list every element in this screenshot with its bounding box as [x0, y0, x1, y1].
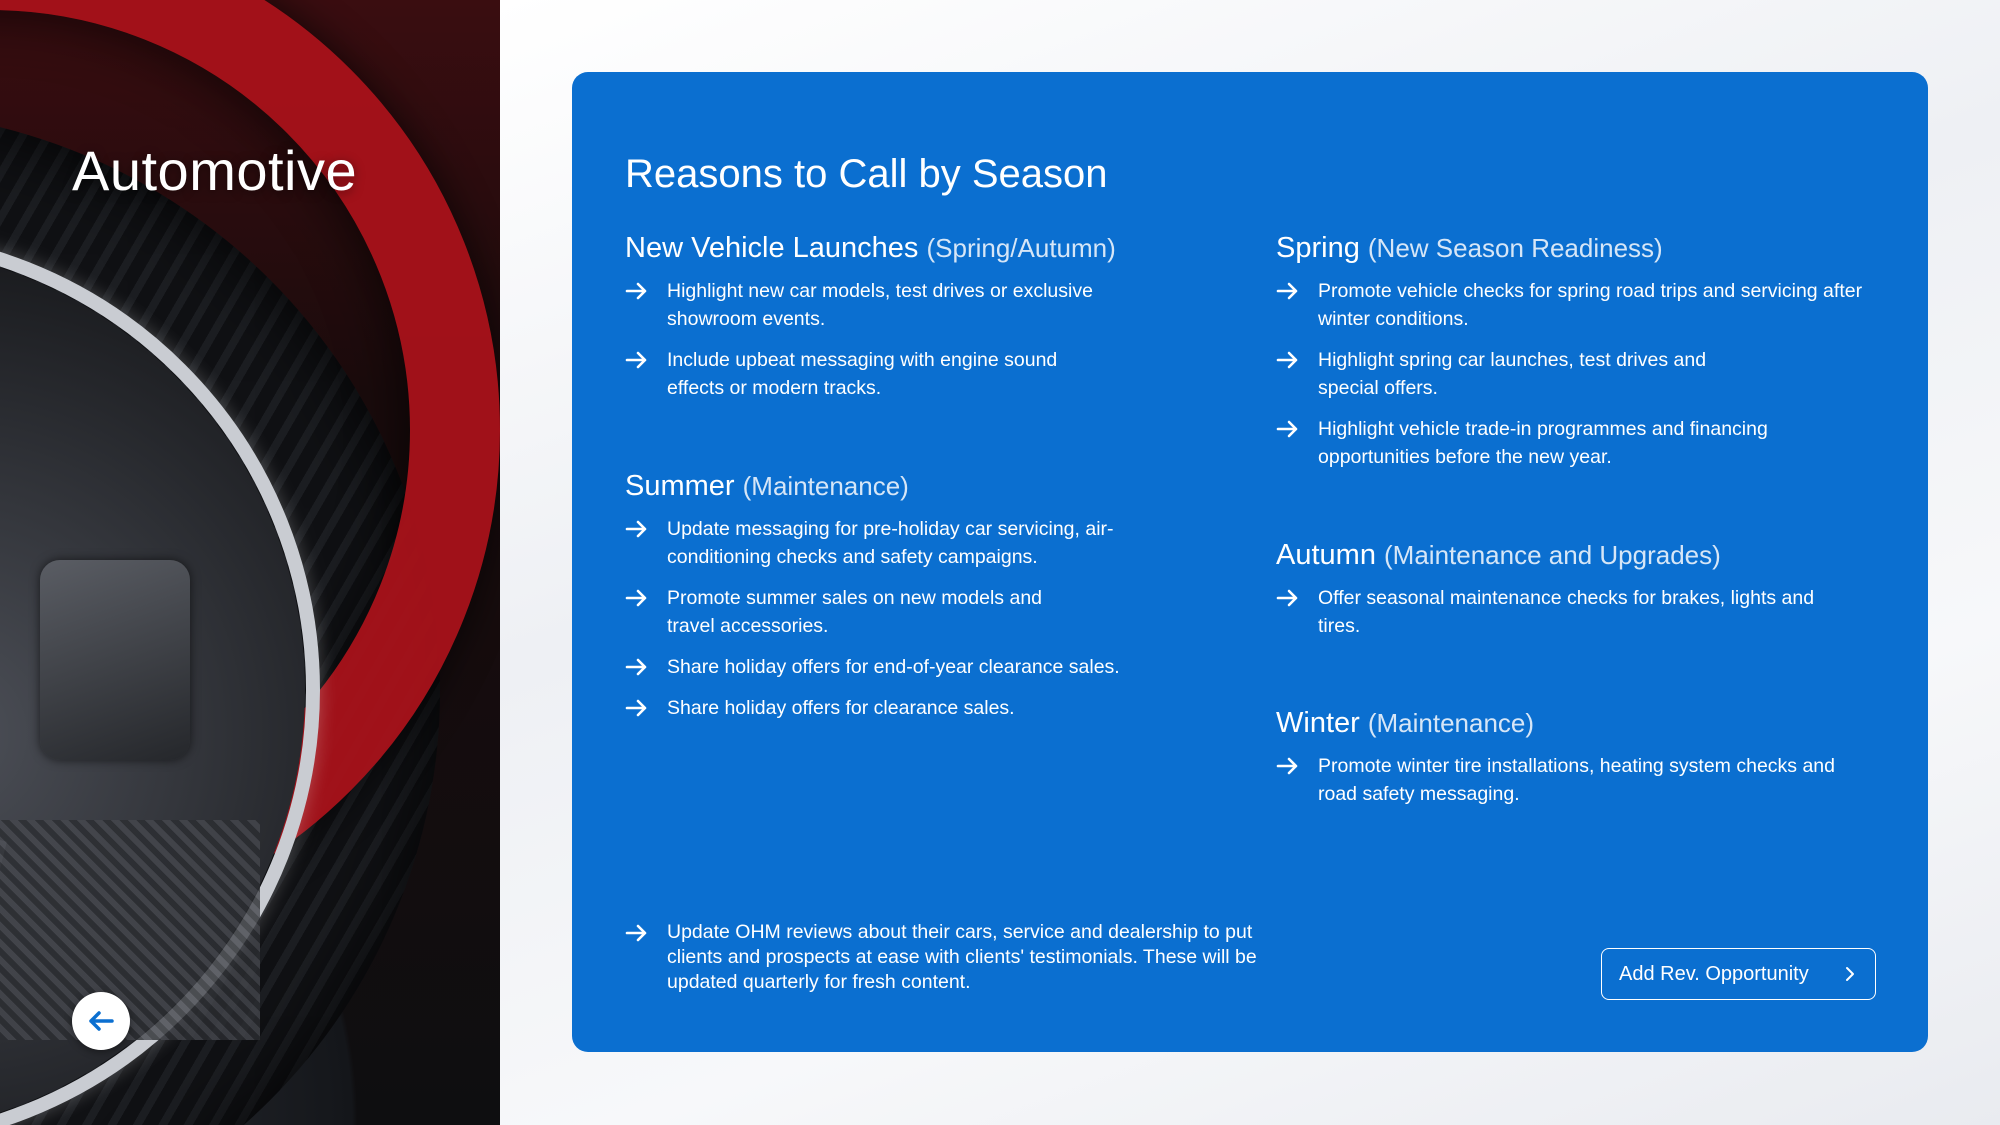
- carbon-fiber-image: [0, 820, 260, 1040]
- bullet-text: Highlight new car models, test drives or exclusive showroom events.: [667, 280, 1093, 330]
- section-heading: [1276, 232, 1896, 265]
- arrow-right-icon: [1276, 589, 1300, 607]
- section-title: New Vehicle Launches: [625, 232, 919, 264]
- list-item: [625, 653, 1225, 681]
- arrow-right-icon: [1276, 757, 1300, 775]
- page-title: Automotive: [72, 139, 358, 202]
- list-item: [625, 346, 1225, 402]
- card-title: Reasons to Call by Season: [625, 152, 1108, 196]
- arrow-right-icon: [625, 699, 649, 717]
- section-heading: [625, 232, 1225, 265]
- section-subtitle: (Maintenance and Upgrades): [1384, 540, 1721, 570]
- bullet-text: Offer seasonal maintenance checks for brakes, lights and tires.: [1318, 587, 1815, 637]
- section-title: Spring: [1276, 232, 1360, 264]
- bullet-list: [1276, 277, 1896, 471]
- section-winter: [1276, 707, 1896, 821]
- bullet-text: Share holiday offers for end-of-year clearance sales.: [667, 656, 1120, 678]
- section-subtitle: (Maintenance): [742, 471, 909, 501]
- arrow-right-icon: [625, 520, 649, 538]
- brake-caliper-image: [40, 560, 190, 760]
- bullet-list: [625, 515, 1225, 722]
- list-item: [1276, 415, 1896, 471]
- section-summer: [625, 470, 1225, 735]
- arrow-right-icon: [625, 351, 649, 369]
- add-rev-opportunity-button[interactable]: [1601, 948, 1876, 1000]
- bullet-list: [1276, 752, 1896, 808]
- arrow-right-icon: [1276, 351, 1300, 369]
- section-spring: [1276, 232, 1896, 484]
- arrow-right-icon: [1276, 282, 1300, 300]
- section-title: Winter: [1276, 707, 1360, 739]
- list-item: [1276, 277, 1896, 333]
- bullet-text: Highlight spring car launches, test drives and special offers.: [1318, 349, 1707, 399]
- bullet-text: Promote summer sales on new models and travel accessories.: [667, 587, 1043, 637]
- list-item: [625, 515, 1225, 571]
- list-item: [1276, 346, 1896, 402]
- arrow-right-icon: [625, 589, 649, 607]
- section-subtitle: (Spring/Autumn): [926, 233, 1116, 263]
- bullet-text: Include upbeat messaging with engine sound effects or modern tracks.: [667, 349, 1058, 399]
- list-item: [625, 694, 1225, 722]
- section-autumn: [1276, 539, 1896, 653]
- button-label: Add Rev. Opportunity: [1619, 962, 1809, 985]
- bullet-text: Promote vehicle checks for spring road trips and servicing after winter conditions.: [1318, 280, 1863, 330]
- seasonal-reasons-card: [572, 72, 1928, 1052]
- section-title: Summer: [625, 470, 735, 502]
- arrow-right-icon: [625, 924, 649, 942]
- section-heading: [1276, 539, 1896, 572]
- bullet-list: [1276, 584, 1896, 640]
- list-item: [625, 277, 1225, 333]
- section-heading: [1276, 707, 1896, 740]
- footer-note: [625, 920, 1265, 995]
- list-item: [1276, 584, 1896, 640]
- bullet-text: Promote winter tire installations, heating system checks and road safety messaging.: [1318, 755, 1835, 805]
- arrow-left-icon: [84, 1004, 118, 1038]
- section-subtitle: (Maintenance): [1367, 708, 1535, 738]
- arrow-right-icon: [1276, 420, 1300, 438]
- section-title: Autumn: [1276, 539, 1376, 571]
- list-item: [625, 584, 1225, 640]
- section-new-vehicle-launches: [625, 232, 1225, 415]
- bullet-list: [625, 277, 1225, 402]
- hero-panel: [0, 0, 500, 1125]
- back-button[interactable]: [72, 992, 130, 1050]
- arrow-right-icon: [625, 658, 649, 676]
- list-item: [1276, 752, 1896, 808]
- section-subtitle: (New Season Readiness): [1367, 233, 1663, 263]
- chevron-right-icon: [1843, 965, 1857, 983]
- arrow-right-icon: [625, 282, 649, 300]
- section-heading: [625, 470, 1225, 503]
- footer-note-text: Update OHM reviews about their cars, service and dealership to put clients and prospects at ease with clients' testimonials. These will be updated quarterly for fresh content.: [667, 921, 1257, 993]
- bullet-text: Share holiday offers for clearance sales.: [667, 697, 1015, 719]
- bullet-text: Update messaging for pre-holiday car servicing, air-conditioning checks and safety campaigns.: [667, 518, 1114, 568]
- bullet-text: Highlight vehicle trade-in programmes and financing opportunities before the new year.: [1318, 418, 1768, 468]
